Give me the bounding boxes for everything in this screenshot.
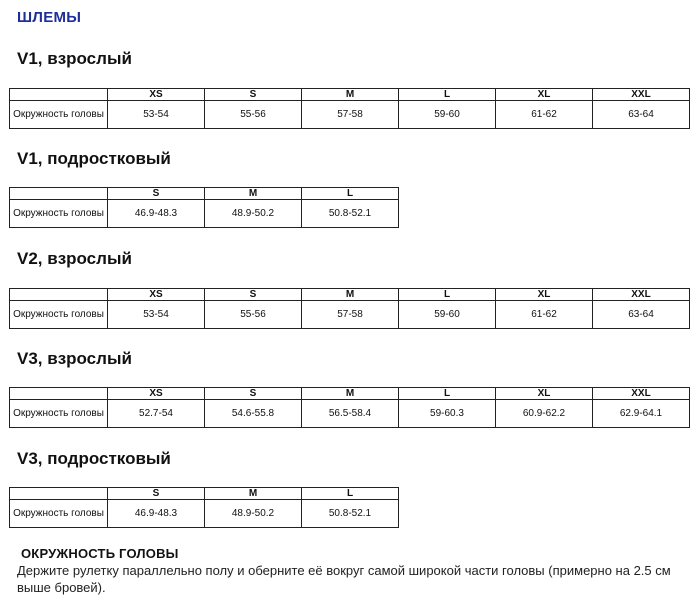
size-value-cell: 53-54 [108, 301, 205, 329]
table-row [10, 200, 399, 228]
size-value-cell: 46.9-48.3 [108, 500, 205, 528]
size-value-cell: 50.8-52.1 [302, 200, 399, 228]
size-header-cell: L [399, 388, 496, 400]
size-value-cell: 61-62 [496, 301, 593, 329]
size-header-cell: XL [496, 388, 593, 400]
size-value-cell: 61-62 [496, 101, 593, 129]
size-value-cell: 57-58 [302, 101, 399, 129]
size-value-cell: 57-58 [302, 301, 399, 329]
size-value-cell: 56.5-58.4 [302, 400, 399, 428]
size-value-cell: 48.9-50.2 [205, 500, 302, 528]
size-value-cell: 48.9-50.2 [205, 200, 302, 228]
table-corner-cell [10, 388, 108, 400]
size-header-cell: M [302, 89, 399, 101]
size-header-cell: S [108, 188, 205, 200]
size-header-cell: S [205, 89, 302, 101]
size-value-cell: 59-60 [399, 101, 496, 129]
note-text: Держите рулетку параллельно полу и оберните её вокруг самой широкой части головы (примерно на 2.5 см выше бровей). [17, 563, 671, 595]
size-header-cell: M [302, 289, 399, 301]
table-corner-cell [10, 89, 108, 101]
size-value-cell: 59-60.3 [399, 400, 496, 428]
size-value-cell: 63-64 [593, 101, 690, 129]
size-header-cell: XXL [593, 289, 690, 301]
row-label-cell: Окружность головы [10, 200, 108, 228]
size-header-cell: S [205, 388, 302, 400]
table-header-row [10, 388, 690, 400]
size-value-cell: 54.6-55.8 [205, 400, 302, 428]
size-table [9, 88, 690, 129]
size-value-cell: 55-56 [205, 101, 302, 129]
size-value-cell: 62.9-64.1 [593, 400, 690, 428]
table-corner-cell [10, 188, 108, 200]
size-value-cell: 50.8-52.1 [302, 500, 399, 528]
size-header-cell: XS [108, 289, 205, 301]
size-header-cell: L [302, 188, 399, 200]
size-header-cell: XL [496, 289, 593, 301]
section-heading: V1, подростковый [17, 149, 171, 168]
section-heading: V3, взрослый [17, 349, 132, 368]
row-label-cell: Окружность головы [10, 101, 108, 129]
size-header-cell: XS [108, 388, 205, 400]
note-heading: ОКРУЖНОСТЬ ГОЛОВЫ [21, 546, 179, 561]
size-header-cell: L [302, 488, 399, 500]
size-table [9, 187, 399, 228]
section-heading: V3, подростковый [17, 449, 171, 468]
section-heading: V2, взрослый [17, 249, 132, 268]
table-header-row [10, 89, 690, 101]
page-title: ШЛЕМЫ [17, 9, 82, 26]
table-header-row [10, 188, 399, 200]
size-table [9, 487, 399, 528]
row-label-cell: Окружность головы [10, 400, 108, 428]
size-value-cell: 52.7-54 [108, 400, 205, 428]
table-header-row [10, 488, 399, 500]
row-label-cell: Окружность головы [10, 500, 108, 528]
size-header-cell: M [205, 188, 302, 200]
size-value-cell: 55-56 [205, 301, 302, 329]
table-row [10, 301, 690, 329]
size-value-cell: 60.9-62.2 [496, 400, 593, 428]
size-table [9, 387, 690, 428]
size-header-cell: XXL [593, 89, 690, 101]
size-header-cell: M [302, 388, 399, 400]
table-header-row [10, 289, 690, 301]
size-header-cell: M [205, 488, 302, 500]
table-corner-cell [10, 488, 108, 500]
table-row [10, 500, 399, 528]
size-value-cell: 53-54 [108, 101, 205, 129]
row-label-cell: Окружность головы [10, 301, 108, 329]
size-value-cell: 46.9-48.3 [108, 200, 205, 228]
size-header-cell: XS [108, 89, 205, 101]
size-value-cell: 59-60 [399, 301, 496, 329]
size-table [9, 288, 690, 329]
size-header-cell: S [108, 488, 205, 500]
size-value-cell: 63-64 [593, 301, 690, 329]
size-header-cell: S [205, 289, 302, 301]
size-header-cell: XL [496, 89, 593, 101]
table-row [10, 101, 690, 129]
table-row [10, 400, 690, 428]
table-corner-cell [10, 289, 108, 301]
section-heading: V1, взрослый [17, 49, 132, 68]
size-header-cell: XXL [593, 388, 690, 400]
size-header-cell: L [399, 89, 496, 101]
size-header-cell: L [399, 289, 496, 301]
